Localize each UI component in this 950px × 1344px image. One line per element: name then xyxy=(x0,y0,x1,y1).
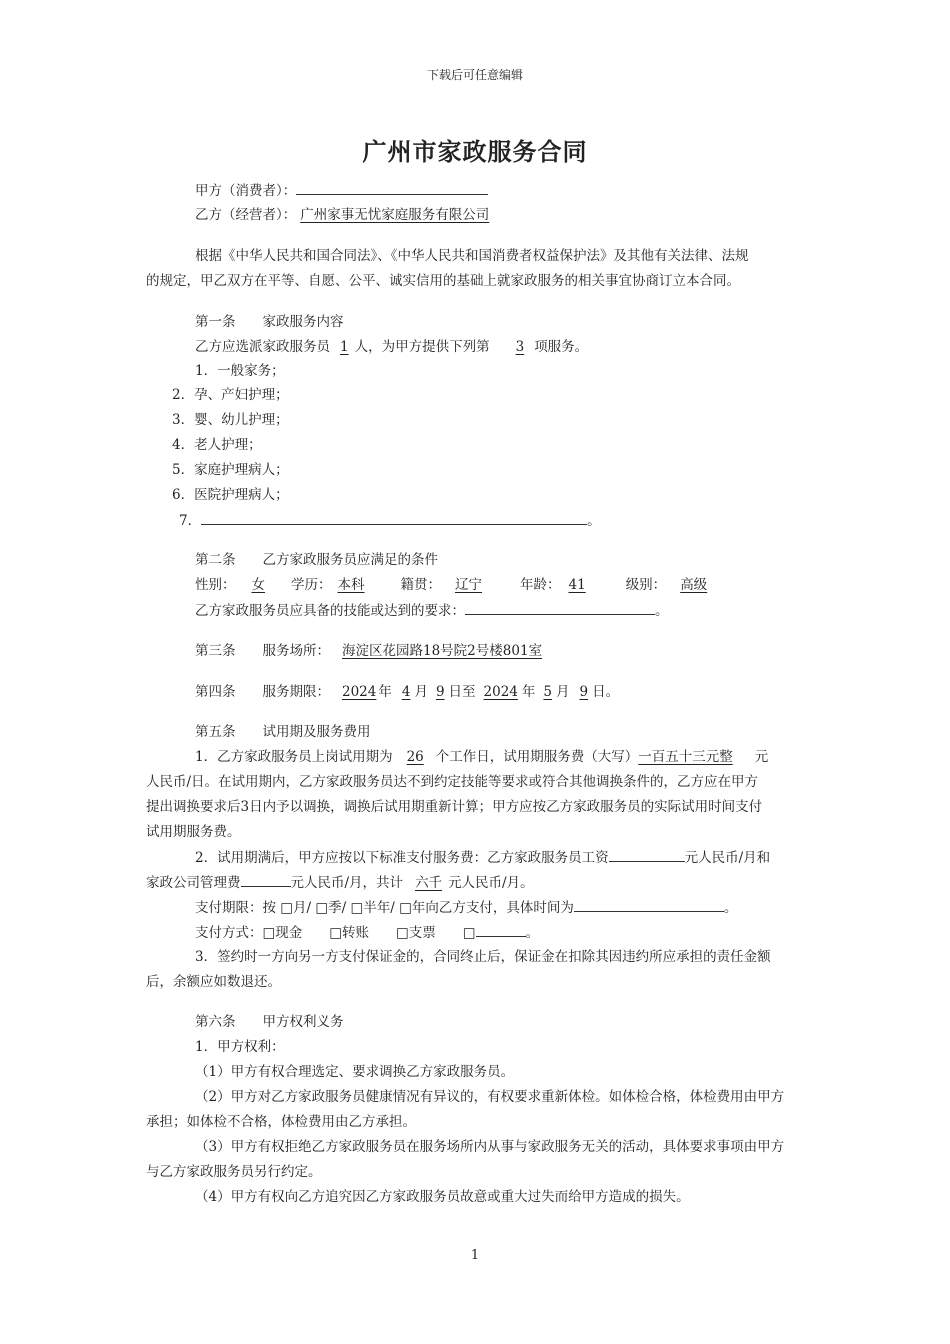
end-month: 5 xyxy=(543,684,552,700)
article-6-heading: 第六条 甲方权利义务 xyxy=(195,1014,344,1030)
management-fee-blank[interactable] xyxy=(241,872,291,887)
right-1: （1）甲方有权合理选定、要求调换乙方家政服务员。 xyxy=(195,1064,515,1080)
contract-title: 广州市家政服务合同 xyxy=(362,138,588,166)
education-value: 本科 xyxy=(337,577,365,593)
article-1-text-a: 乙方应选派家政服务员 xyxy=(195,339,330,355)
service-place-value: 海淀区花园路18号院2号楼801室 xyxy=(342,643,543,659)
day-to-text: 日至 xyxy=(448,684,476,700)
right-2-line-2: 承担；如体检不合格，体检费用由乙方承担。 xyxy=(146,1114,416,1130)
fee-line-1 xyxy=(195,847,770,868)
right-4: （4）甲方有权向乙方追究因乙方家政服务员故意或重大过失而给甲方造成的损失。 xyxy=(195,1189,690,1205)
pay-method-text: 支付方式：□现金 □转账 □支票 □ xyxy=(195,925,476,941)
party-a-label: 甲方（消费者）： xyxy=(195,183,297,199)
age-label: 年龄： xyxy=(520,577,561,593)
service-item-5: 5．家庭护理病人； xyxy=(172,462,289,478)
trial-fee: 一百五十三元整 xyxy=(638,749,733,765)
pay-method-end: 。 xyxy=(525,925,540,941)
fee-text-b: 元人民币/月和 xyxy=(684,850,771,866)
skill-requirement-line xyxy=(195,600,669,621)
fee-text-c: 家政公司管理费 xyxy=(146,875,241,891)
trial-text-b: 个工作日，试用期服务费（大写） xyxy=(435,749,639,765)
skill-blank[interactable] xyxy=(465,600,655,615)
fee-text-a: 2．试用期满后，甲方应按以下标准支付服务费：乙方家政服务员工资 xyxy=(195,850,609,866)
year-text-2: 年 xyxy=(521,684,536,700)
article-1-text-b: 人，为甲方提供下列第 xyxy=(354,339,490,355)
start-year: 2024 xyxy=(342,684,377,700)
trial-line-3: 提出调换要求后3日内予以调换，调换后试用期重新计算；甲方应按乙方家政服务员的实际试用时间支付 xyxy=(146,799,763,815)
intro-line-2: 的规定，甲乙双方在平等、自愿、公平、诚实信用的基础上就家政服务的相关事宜协商订立本合同。 xyxy=(146,273,740,289)
page-header: 下载后可任意编辑 xyxy=(426,68,523,82)
right-3-line-1: （3）甲方有权拒绝乙方家政服务员在服务场所内从事与家政服务无关的活动，具体要求事项由甲方 xyxy=(195,1139,785,1155)
pay-time-blank[interactable] xyxy=(574,897,724,912)
service-item-7 xyxy=(179,510,601,531)
party-a-line xyxy=(195,180,488,201)
article-2-heading: 第二条 乙方家政服务员应满足的条件 xyxy=(195,552,438,568)
article-4-line xyxy=(195,682,619,702)
service-number: 3 xyxy=(515,339,525,355)
pay-period-end: 。 xyxy=(723,900,738,916)
service-item-7-blank[interactable] xyxy=(201,510,587,525)
party-b-value: 广州家事无忧家庭服务有限公司 xyxy=(300,207,490,223)
month-text-2: 月 xyxy=(556,684,570,700)
article-5-heading: 第五条 试用期及服务费用 xyxy=(195,724,371,740)
party-b-line xyxy=(195,205,493,225)
trial-days: 26 xyxy=(406,749,424,765)
level-label: 级别： xyxy=(625,577,667,593)
start-month: 4 xyxy=(401,684,411,700)
service-item-6: 6．医院护理病人； xyxy=(172,487,289,503)
article-1-line xyxy=(195,337,588,357)
skill-label: 乙方家政服务员应具备的技能或达到的要求： xyxy=(195,603,465,619)
service-item-4: 4．老人护理； xyxy=(172,437,262,453)
trial-text-c: 元 xyxy=(754,749,769,765)
staff-count: 1 xyxy=(340,339,349,355)
service-item-1: 1．一般家务； xyxy=(195,363,285,379)
party-a-rights-heading: 1．甲方权利： xyxy=(195,1039,285,1055)
deposit-line-2: 后，余额应如数退还。 xyxy=(146,974,281,990)
article-1-heading: 第一条 家政服务内容 xyxy=(195,314,344,330)
end-year: 2024 xyxy=(483,684,518,700)
pay-method-other-blank[interactable] xyxy=(476,922,526,937)
service-item-7-end: 。 xyxy=(587,513,601,529)
service-item-3: 3．婴、幼儿护理； xyxy=(172,412,289,428)
trial-line-2: 人民币/日。在试用期内，乙方家政服务员达不到约定技能等要求或符合其他调换条件的，乙方应在甲方 xyxy=(146,774,759,790)
deposit-line-1: 3．签约时一方向另一方支付保证金的，合同终止后，保证金在扣除其因违约所应承担的责任金额 xyxy=(195,949,771,965)
fee-line-2 xyxy=(146,872,534,893)
fee-text-d: 元人民币/月，共计 xyxy=(290,875,404,891)
start-day: 9 xyxy=(435,684,445,700)
intro-line-1: 根据《中华人民共和国合同法》、《中华人民共和国消费者权益保护法》及其他有关法律、法规 xyxy=(195,248,749,264)
wage-blank[interactable] xyxy=(609,847,685,862)
gender-value: 女 xyxy=(251,577,265,593)
trial-text-a: 1．乙方家政服务员上岗试用期为 xyxy=(195,749,393,765)
article-1-text-c: 项服务。 xyxy=(534,339,589,355)
gender-label: 性别： xyxy=(195,577,236,593)
end-day: 9 xyxy=(579,684,589,700)
trial-line-4: 试用期服务费。 xyxy=(146,824,241,840)
article-3-line xyxy=(195,641,552,661)
skill-end: 。 xyxy=(655,603,669,619)
year-text: 年 xyxy=(378,684,392,700)
pay-period-line xyxy=(195,897,737,918)
service-item-2: 2．孕、产妇护理； xyxy=(172,387,289,403)
right-2-line-1: （2）甲方对乙方家政服务员健康情况有异议的，有权要求重新体检。如体检合格，体检费用由甲方 xyxy=(195,1089,785,1105)
day-end-text: 日。 xyxy=(592,684,620,700)
worker-attributes-line xyxy=(195,575,725,595)
level-value: 高级 xyxy=(680,577,708,593)
total-fee: 六千 xyxy=(415,875,443,891)
pay-period-text: 支付期限：按 □月/ □季/ □半年/ □年向乙方支付，具体时间为 xyxy=(195,900,574,916)
trial-period-line xyxy=(195,747,768,767)
party-b-label: 乙方（经营者）： xyxy=(195,207,297,223)
pay-method-line xyxy=(195,922,539,943)
age-value: 41 xyxy=(568,577,586,593)
party-a-blank[interactable] xyxy=(296,180,488,195)
service-period-label: 第四条 服务期限： xyxy=(195,684,330,700)
month-text: 月 xyxy=(414,684,428,700)
origin-label: 籍贯： xyxy=(400,577,441,593)
page-number: 1 xyxy=(470,1248,480,1263)
education-label: 学历： xyxy=(291,577,332,593)
service-place-label: 第三条 服务场所： xyxy=(195,643,330,659)
fee-text-e: 元人民币/月。 xyxy=(448,875,534,891)
right-3-line-2: 与乙方家政服务员另行约定。 xyxy=(146,1164,322,1180)
origin-value: 辽宁 xyxy=(455,577,482,593)
service-item-7-label: 7． xyxy=(179,513,202,529)
